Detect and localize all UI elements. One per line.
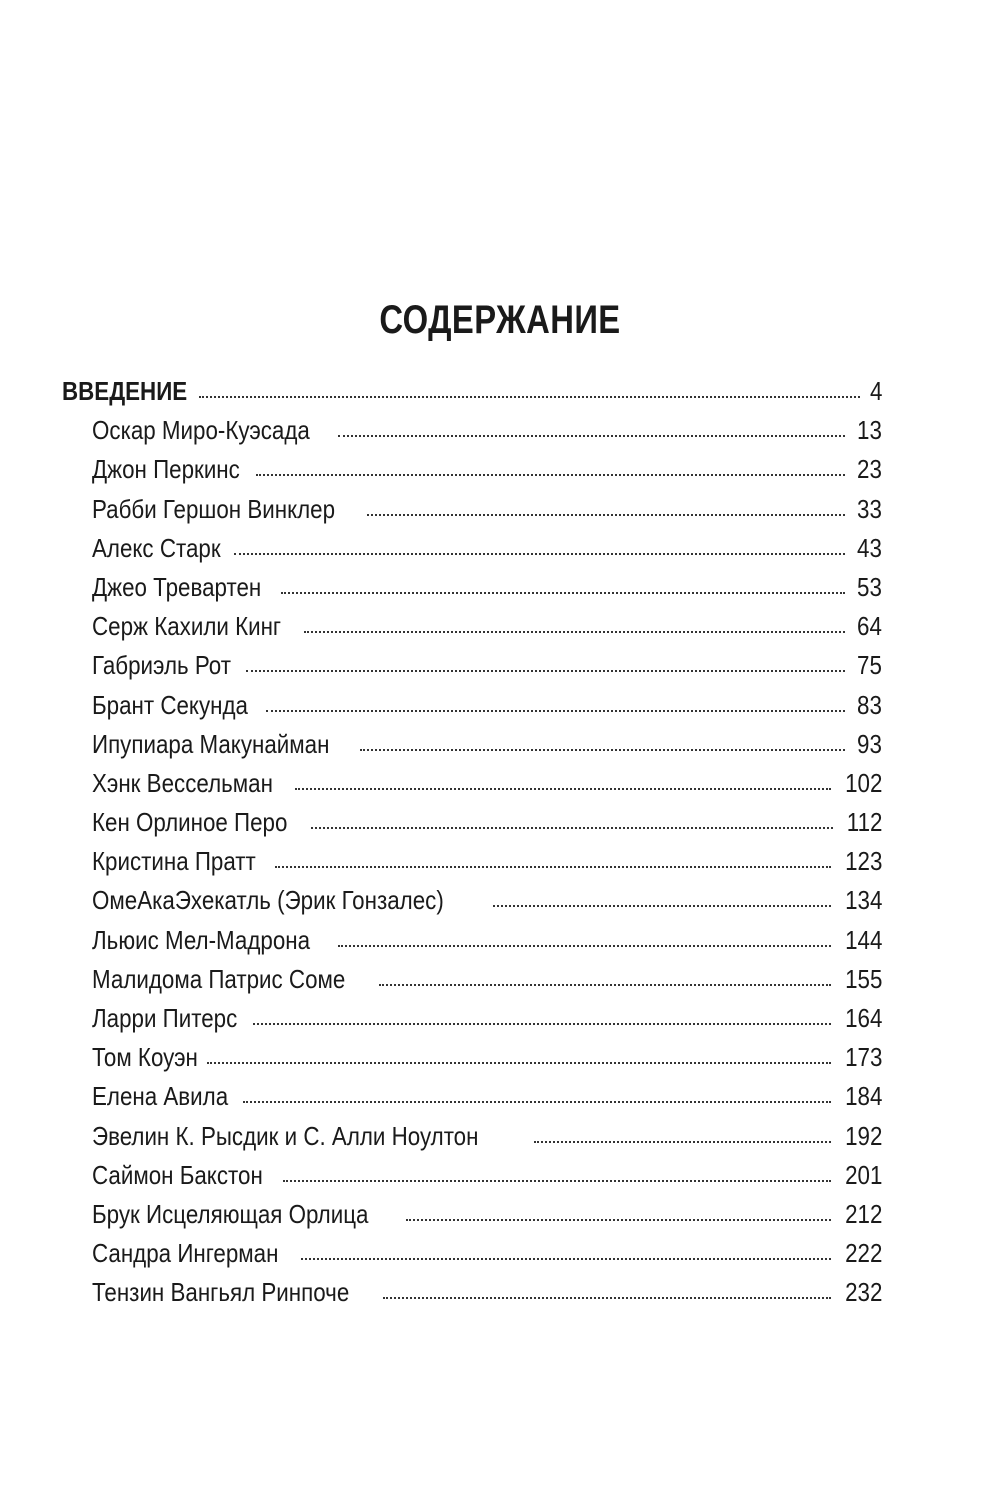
dot-leader <box>281 592 845 594</box>
dot-leader <box>275 866 831 868</box>
toc-entry <box>62 686 882 725</box>
toc-entry-page-number: 192 <box>844 1120 882 1151</box>
toc-entry-title: Ипупиара Макунайман <box>92 728 330 759</box>
toc-entry-page-number: 23 <box>857 454 882 485</box>
toc-entry <box>62 764 882 803</box>
dot-leader <box>379 984 831 986</box>
toc-entry <box>62 1273 882 1312</box>
toc-entry <box>62 1195 882 1234</box>
toc-entry-page-number: 13 <box>857 415 882 446</box>
toc-entry-page-number: 102 <box>844 767 882 798</box>
toc-entry-title: Льюис Мел-Мадрона <box>92 924 311 955</box>
toc-entry-introduction <box>62 372 882 411</box>
toc-entry-page-number: 201 <box>844 1159 882 1190</box>
toc-entry-page-number: 222 <box>844 1238 882 1269</box>
page-title: СОДЕРЖАНИЕ <box>379 298 621 342</box>
toc-entry-title: ОмеАкаЭхекатль (Эрик Гонзалес) <box>92 885 444 916</box>
toc-entry <box>62 490 882 529</box>
toc-entry-title: Сандра Ингерман <box>92 1238 279 1269</box>
toc-entry <box>62 1234 882 1273</box>
toc-entry-page-number: 43 <box>857 532 882 563</box>
toc-entry-page-number: 212 <box>844 1198 882 1229</box>
dot-leader <box>283 1180 831 1182</box>
dot-leader <box>338 945 831 947</box>
dot-leader <box>534 1141 831 1143</box>
dot-leader <box>234 553 845 555</box>
table-of-contents <box>62 372 882 1313</box>
dot-leader <box>311 827 832 829</box>
toc-entry-page-number: 184 <box>844 1081 882 1112</box>
toc-entry <box>62 725 882 764</box>
toc-entry <box>62 646 882 685</box>
toc-entry-title: Габриэль Рот <box>92 650 231 681</box>
dot-leader <box>360 749 845 751</box>
toc-entry-page-number: 83 <box>857 689 882 720</box>
toc-entry <box>62 568 882 607</box>
toc-entry <box>62 411 882 450</box>
dot-leader <box>383 1297 830 1299</box>
toc-entry-title: Джон Перкинс <box>92 454 240 485</box>
toc-entry-page-number: 4 <box>869 376 882 406</box>
dot-leader <box>406 1219 831 1221</box>
dot-leader <box>246 670 845 672</box>
toc-entry-title: Том Коуэн <box>92 1042 198 1073</box>
dot-leader <box>304 631 845 633</box>
toc-entry-page-number: 164 <box>844 1003 882 1033</box>
dot-leader <box>266 710 846 712</box>
toc-entry-page-number: 75 <box>857 650 882 681</box>
dot-leader <box>493 905 830 907</box>
toc-entry <box>62 999 882 1038</box>
dot-leader <box>367 514 845 516</box>
toc-entry <box>62 1077 882 1116</box>
toc-entry-title: Малидома Патрис Соме <box>92 963 346 994</box>
toc-entry-page-number: 33 <box>857 493 882 524</box>
toc-entry-title: Брант Секунда <box>92 689 248 720</box>
dot-leader <box>253 1023 830 1025</box>
toc-entry-title: ВВЕДЕНИЕ <box>62 376 188 406</box>
toc-entry-page-number: 144 <box>844 924 882 955</box>
dot-leader <box>207 1062 830 1064</box>
toc-entry-page-number: 93 <box>857 728 882 759</box>
toc-entry <box>62 1117 882 1156</box>
toc-entry-page-number: 123 <box>844 846 882 877</box>
toc-entry-title: Алекс Старк <box>92 532 221 563</box>
toc-entry-page-number: 53 <box>857 571 882 602</box>
toc-entry-title: Эвелин К. Рысдик и С. Алли Ноултон <box>92 1120 479 1151</box>
toc-entry <box>62 881 882 920</box>
dot-leader <box>199 396 859 398</box>
toc-entry <box>62 921 882 960</box>
dot-leader <box>295 788 831 790</box>
toc-entry-page-number: 155 <box>844 963 882 994</box>
toc-entry-title: Елена Авила <box>92 1081 229 1112</box>
toc-entry-title: Джео Тревартен <box>92 571 262 602</box>
toc-entry <box>62 450 882 489</box>
toc-entry <box>62 1156 882 1195</box>
toc-entry-page-number: 112 <box>846 807 882 838</box>
toc-entry-page-number: 134 <box>844 885 882 916</box>
toc-entry <box>62 529 882 568</box>
toc-entry <box>62 1038 882 1077</box>
toc-entry <box>62 607 882 646</box>
toc-entry-title: Кристина Пратт <box>92 846 256 877</box>
toc-entry <box>62 803 882 842</box>
dot-leader <box>338 435 846 437</box>
toc-entry-page-number: 173 <box>844 1042 882 1073</box>
toc-entry <box>62 960 882 999</box>
toc-entry-title: Хэнк Вессельман <box>92 767 273 798</box>
dot-leader <box>256 474 845 476</box>
toc-entry-title: Брук Исцеляющая Орлица <box>92 1198 369 1229</box>
toc-entry-title: Рабби Гершон Винклер <box>92 493 336 524</box>
toc-entry-title: Серж Кахили Кинг <box>92 611 282 642</box>
toc-entry <box>62 842 882 881</box>
toc-entry-title: Оскар Миро-Куэсада <box>92 415 310 446</box>
toc-entry-title: Тензин Вангьял Ринпоче <box>92 1277 350 1308</box>
toc-entry-title: Кен Орлиное Перо <box>92 807 288 838</box>
toc-entry-title: Саймон Бакстон <box>92 1159 263 1190</box>
dot-leader <box>301 1258 831 1260</box>
toc-entry-page-number: 64 <box>857 611 882 642</box>
toc-entry-title: Ларри Питерс <box>92 1003 238 1033</box>
dot-leader <box>243 1101 831 1103</box>
toc-entry-page-number: 232 <box>844 1277 882 1308</box>
